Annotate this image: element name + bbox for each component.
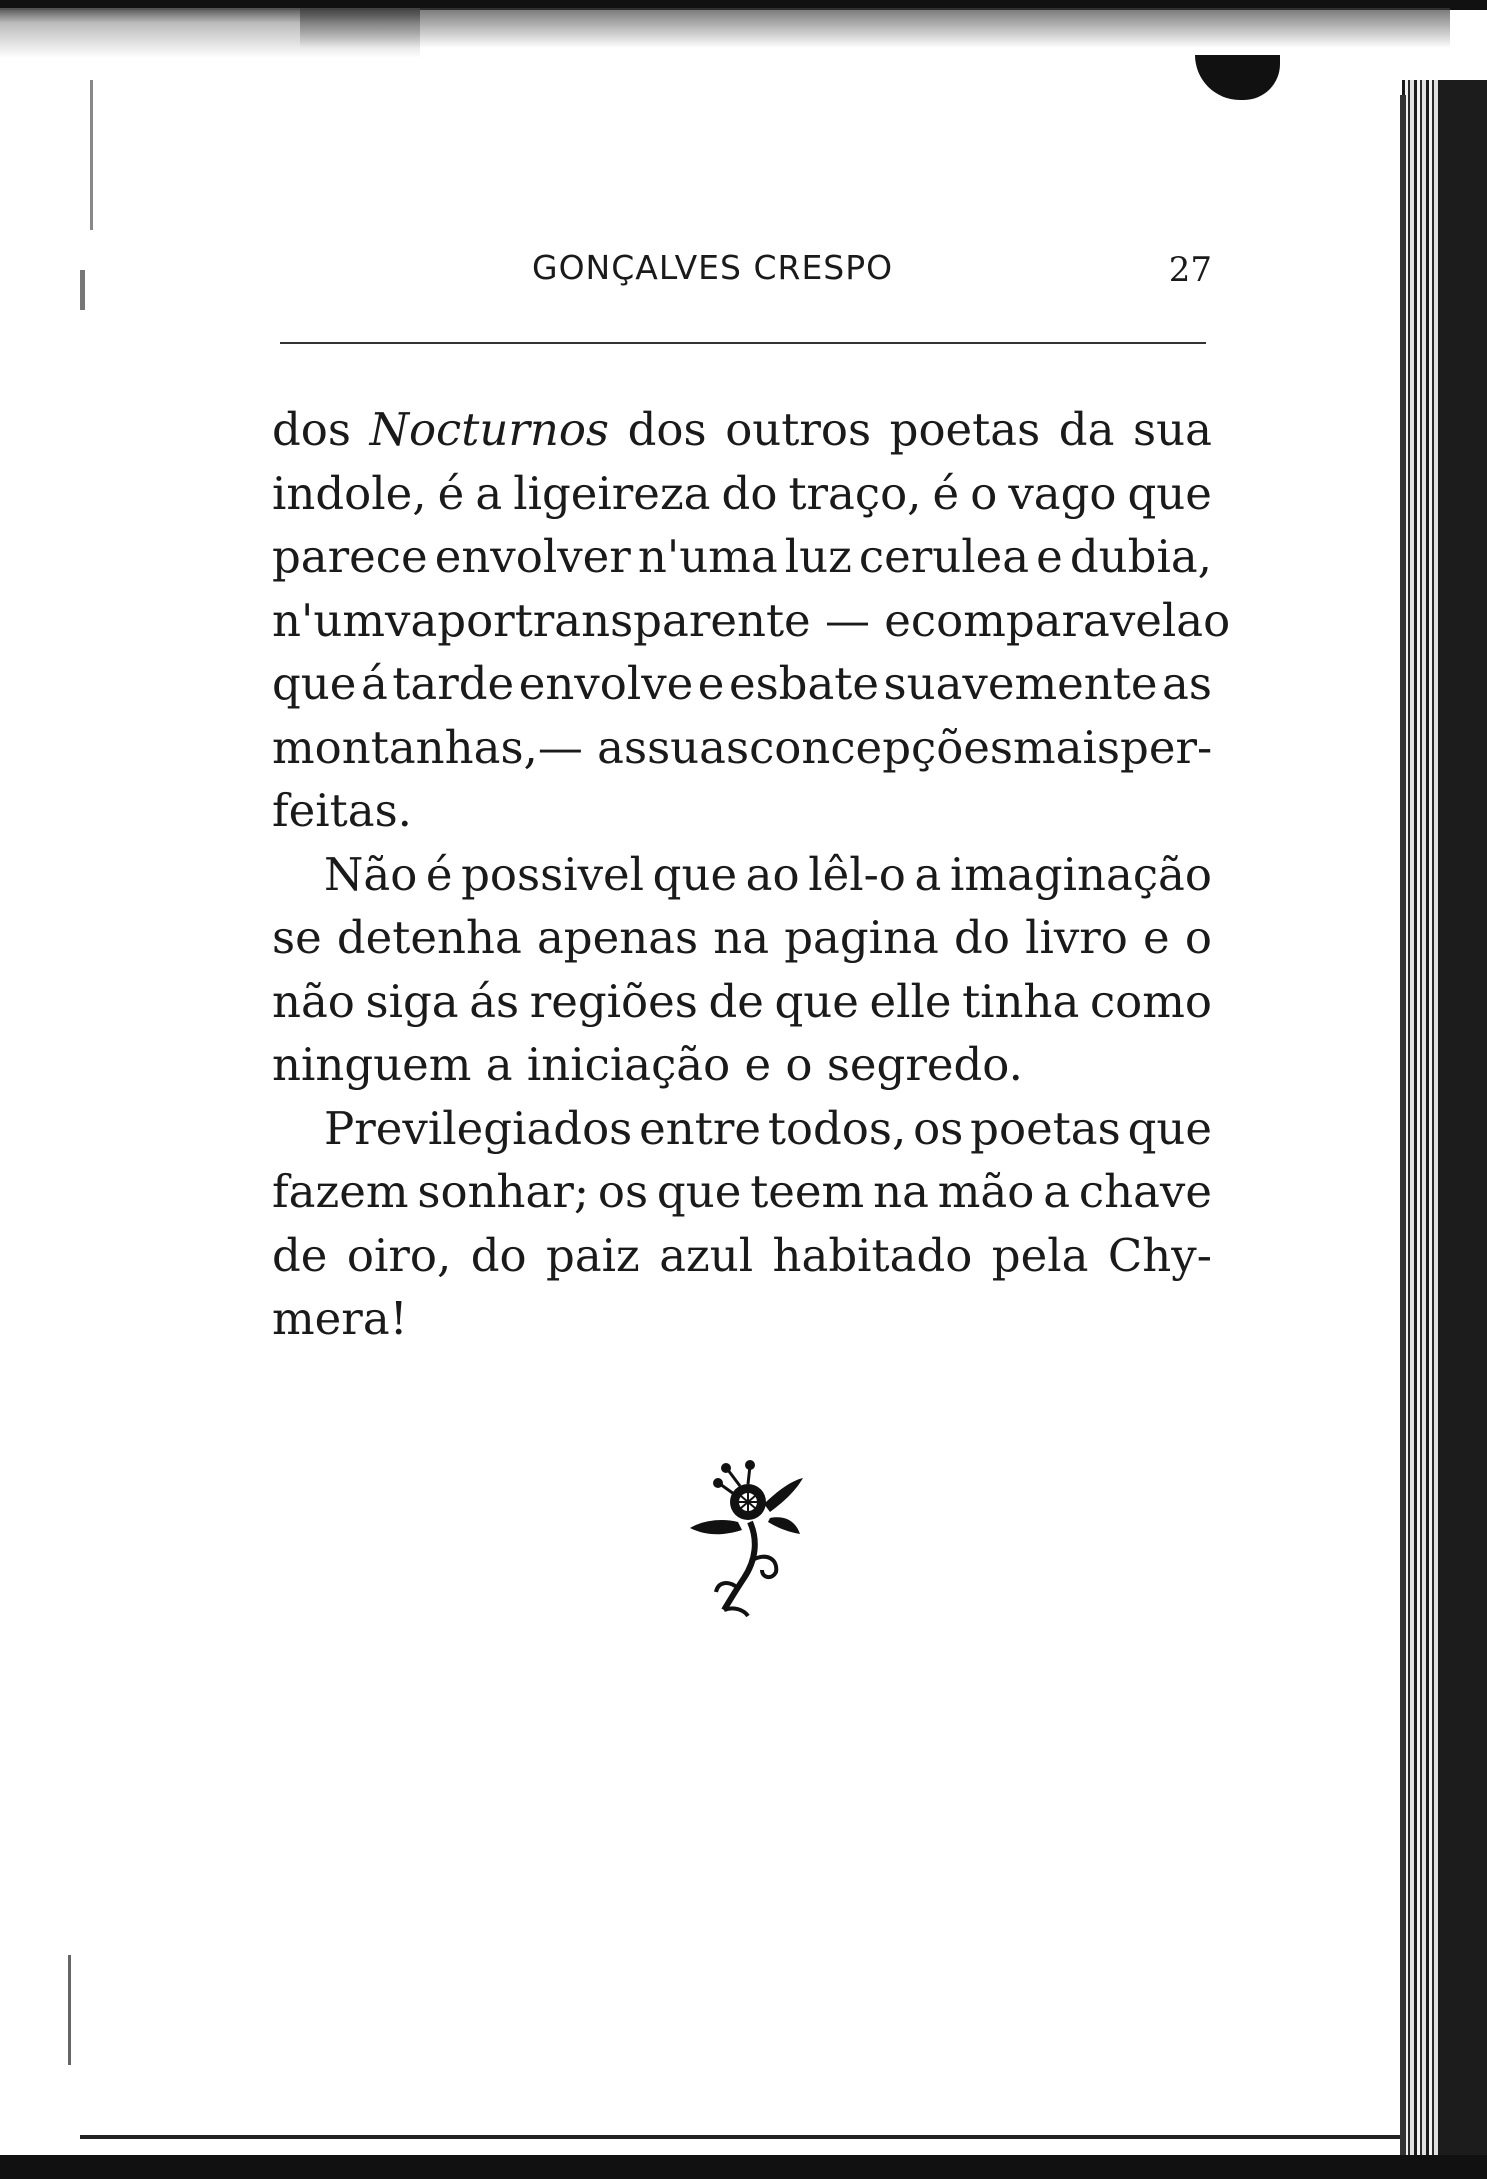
page-number: 27 (1168, 250, 1212, 290)
ornament-stem (724, 1522, 755, 1610)
running-title: GONÇALVES CRESPO (532, 248, 894, 287)
text-line: de oiro, do paiz azul habitado pela Chy- (272, 1228, 1212, 1282)
scan-left-mark (68, 1955, 71, 2065)
text-line: feitas. (272, 784, 412, 837)
ornament-leaf-right (764, 1478, 803, 1512)
scan-bottom-line (80, 2135, 1400, 2139)
body-text (272, 398, 1231, 1351)
running-header (272, 248, 1212, 298)
text-line: indole, é a ligeireza do traço, é o vago que (272, 466, 1212, 520)
text-line: não siga ás regiões de que elle tinha como (272, 974, 1212, 1028)
text-line: n'um vapor transparente — e comparavel ao (272, 593, 1231, 647)
scan-top-blot (1195, 55, 1280, 100)
scan-left-mark (90, 80, 93, 230)
text-line: ninguem a iniciação e o segredo. (272, 1038, 1023, 1091)
text-line-paragraph-start: Não é possivel que ao lêl-o a imaginação (324, 847, 1212, 901)
text-line: fazem sonhar; os que teem na mão a chave (272, 1165, 1212, 1218)
text-line: mera! (272, 1292, 408, 1345)
ornament-leaf-left (690, 1520, 742, 1534)
text-line: que á tarde envolve e esbate suavemente as (272, 657, 1212, 710)
scan-top-smear-2 (300, 8, 1450, 48)
italic-title: Nocturnos (369, 403, 610, 456)
scan-left-mark (80, 270, 85, 310)
floral-ornament-icon (678, 1460, 818, 1620)
text-line-paragraph-start: Previlegiados entre todos, os poetas que (324, 1101, 1212, 1155)
text-line: se detenha apenas na pagina do livro e o (272, 911, 1212, 964)
scan-right-dark-edge (1440, 80, 1487, 2179)
ornament-stamen (728, 1470, 740, 1486)
text-line: montanhas,— as suas concepções mais per- (272, 720, 1213, 774)
scan-bottom-edge (0, 2155, 1487, 2179)
header-rule (280, 342, 1206, 344)
text-line: dos Nocturnos dos outros poetas da sua (272, 398, 1212, 462)
text-line: parece envolver n'uma luz cerulea e dubia, (272, 530, 1212, 583)
scan-right-inner-edge (1400, 95, 1406, 2155)
